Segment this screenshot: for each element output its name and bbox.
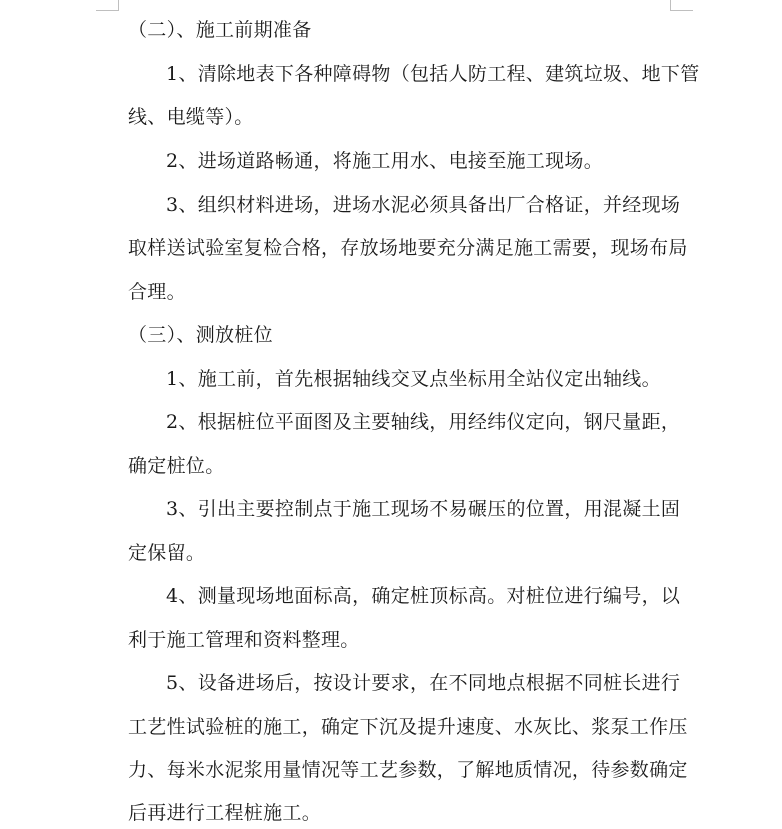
paragraph-line: 确定桩位。 xyxy=(128,455,225,477)
paragraph-line: 取样送试验室复检合格，存放场地要充分满足施工需要，现场布局 xyxy=(128,237,688,259)
paragraph-line: 定保留。 xyxy=(128,542,206,564)
section-heading-preparation: （二）、施工前期准备 xyxy=(128,19,312,41)
paragraph-line: 1、清除地表下各种障碍物（包括人防工程、建筑垃圾、地下管 xyxy=(166,63,700,85)
paragraph-line: 4、测量现场地面标高，确定桩顶标高。对桩位进行编号，以 xyxy=(166,585,681,607)
paragraph-line: 线、电缆等）。 xyxy=(128,106,254,128)
paragraph-line: 2、进场道路畅通，将施工用水、电接至施工现场。 xyxy=(166,150,603,172)
paragraph-line: 3、组织材料进场，进场水泥必须具备出厂合格证，并经现场 xyxy=(166,194,681,216)
section-heading-pile-positioning: （三）、测放桩位 xyxy=(128,324,273,346)
page-margin-corner-right xyxy=(670,0,693,11)
paragraph-line: 力、每米水泥浆用量情况等工艺参数，了解地质情况，待参数确定 xyxy=(128,759,688,781)
paragraph-line: 合理。 xyxy=(128,281,186,303)
paragraph-line: 利于施工管理和资料整理。 xyxy=(128,629,360,651)
page-margin-corner-left xyxy=(96,0,119,11)
paragraph-line: 1、施工前，首先根据轴线交叉点坐标用全站仪定出轴线。 xyxy=(166,368,661,390)
paragraph-line: 工艺性试验桩的施工，确定下沉及提升速度、水灰比、浆泵工作压 xyxy=(128,716,688,738)
paragraph-line: 5、设备进场后，按设计要求，在不同地点根据不同桩长进行 xyxy=(166,672,681,694)
paragraph-line: 后再进行工程桩施工。 xyxy=(128,802,322,824)
paragraph-line: 3、引出主要控制点于施工现场不易碾压的位置，用混凝土固 xyxy=(166,498,681,520)
paragraph-line: 2、根据桩位平面图及主要轴线，用经纬仪定向，钢尺量距， xyxy=(166,411,681,433)
